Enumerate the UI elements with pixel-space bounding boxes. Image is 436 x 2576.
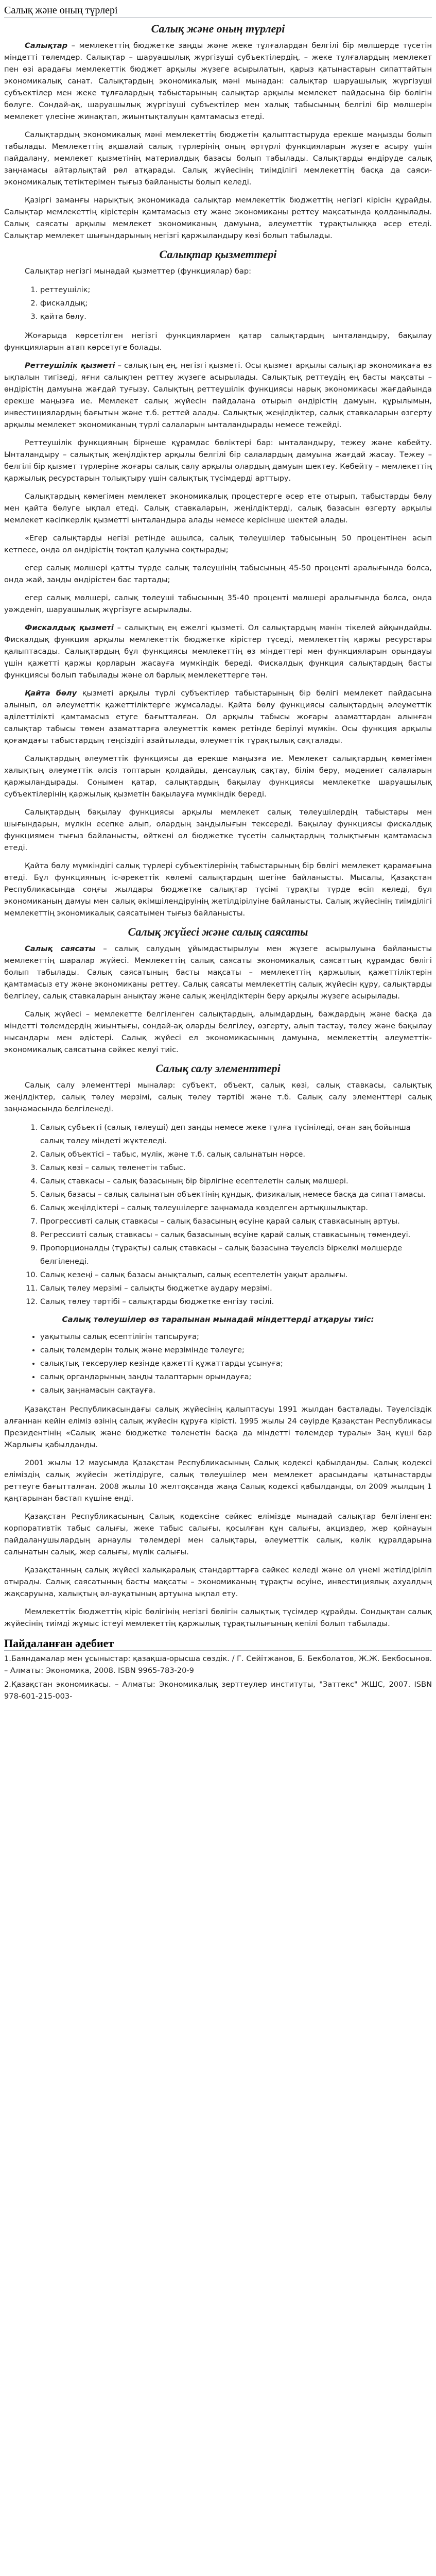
list-item: 5. Салық базасы – салық салынатын объектінің құндық, физикалық немесе басқа да сипаттамасы. xyxy=(40,1188,432,1201)
redistribution-lead: Қайта бөлу xyxy=(25,689,77,698)
list-item: 10. Салық кезеңі – салық базасы анықталып, салық есептелетін уақыт аралығы. xyxy=(40,1268,432,1282)
regulatory-paragraph-2: Реттеушілік функцияның бірнеше құрамдас бөліктері бар: ынталандыру, тежеу және көбейту. Ынталандыру – салықтық жеңілдіктер арқылы белгілі бір салалардың дамуына жағдай жасау. Тежеу – белгілі бір қызмет түрлеріне жоғары салық салу арқылы олардың дамуын шектеу. Көбейту – мемлекеттің қаржылық ресурстарын толықтыру үшін салықтық түсімдерді арттыру. xyxy=(4,438,432,483)
list-item: 2. Салық объектісі – табыс, мүлік, және т.б. салық салынатын нәрсе. xyxy=(40,1148,432,1161)
list-item: • салық органдарының заңды талаптарын орындауға; xyxy=(40,1370,432,1384)
regulatory-text: – салықтың ең, негізгі қызметі. Осы қызмет арқылы салықтар экономикаға өз ықпалын тигізеді, яғни салықпен реттеу жүзеге асырылады. Салықтық реттеудің ең басты мақсаты – өндірістің дамуына жағдай туғызу. Салықтың реттеушілік функциясы нарық экономикасы жағдайында ерекше маңызға ие. Мемлекет салық жүйесін пайдалана отырып өндірістің дамуын, құрылымын, инвестициялардың бағытын және т.б. реттей алады. Салықтық жеңілдіктер, салық ставкаларын өзгерту арқылы мемлекет экономиканың түрлі салаларын ынталандырады немесе тежейді. xyxy=(4,361,432,429)
list-item: 12. Салық төлеу тәртібі – салықтарды бюджетке енгізу тәсілі. xyxy=(40,1295,432,1309)
fiscal-paragraph xyxy=(4,622,432,681)
list-item: 6. Салық жеңілдіктері – салық төлеушілерге заңнамада көзделген артықшылықтар. xyxy=(40,1201,432,1215)
fiscal-text: – салықтың ең ежелгі қызметі. Ол салықтардың мәнін тікелей айқындайды. Фискалдық функция арқылы мемлекеттік бюджетке кірістер түседі, мемлекеттің қаржы ресурстары қалыптасады. Салықтардың бұл функциясы мемлекеттің өз міндеттері мен функцияларын орындауы үшін қажетті қаржы қорларын жасауға мүмкіндік береді. Фискалдық функция салықтардың басты функциясы болып табылады және ол барлық мемлекеттерге тән. xyxy=(4,623,432,680)
references-heading: Пайдаланған әдебиет xyxy=(4,1637,432,1651)
kazakhstan-paragraph-4: Қазақстанның салық жүйесі халықаралық стандарттарға сәйкес келеді және ол үнемі жетілдіріліп отырады. Салық саясатының басты мақсаты – экономиканың тұрақты өсуіне, инвестициялық ахуалдың жақсаруына, халықтың әл-ауқатының артуына ықпал ету. xyxy=(4,1566,432,1598)
policy-lead: Салық саясаты xyxy=(25,944,96,953)
elements-heading: Салық салу элементтері xyxy=(155,1062,281,1075)
reference-item: 2.Қазақстан экономикасы. – Алматы: Экономикалық зерттеулер институты, "Заттекс" ЖШС, 2007. ISBN 978-601-215-003- xyxy=(4,1680,432,1701)
list-item: 3. Салық көзі – салық төленетін табыс. xyxy=(40,1161,432,1175)
list-item: • салық заңнамасын сақтауға. xyxy=(40,1384,432,1397)
policy-paragraph-2: Салық жүйесі – мемлекетте белгіленген салықтардың, алымдардың, баждардың және басқа да міндетті төлемдердің жиынтығы, сондай-ақ оларды белгілеу, өзгерту, алып тастау, төлеу және бақылау нысандары мен әдістері. Салық жүйесі ел экономикасының дамуына, мемлекеттің әлеуметтік-экономикалық саясатына сәйкес келуі тиіс. xyxy=(4,1010,432,1054)
list-item: 1. Салық субъекті (салық төлеуші) деп заңды немесе жеке тұлға түсініледі, оған заң бойынша салық төлеу міндеті жүктеледі. xyxy=(40,1121,432,1148)
regulatory-lead: Реттеушілік қызметі xyxy=(25,361,115,370)
functions-paragraph-1: Жоғарыда көрсетілген негізгі функциялармен қатар салықтардың ынталандыру, бақылау функцияларын атап көрсетуге болады. xyxy=(4,331,432,352)
list-item: 3. қайта бөлу. xyxy=(40,310,432,324)
list-item: 11. Салық төлеу мерзімі – салықты бюджетке аудару мерзімі. xyxy=(40,1282,432,1295)
policy-text: – салық салудың ұйымдастырылуы мен жүзеге асырылуына байланысты мемлекеттің шаралар жүйесі. Мемлекеттің салық саясаты экономикалық саясаттың құрамдас бөлігі болып табылады. Салық саясатының басты мақсаты – мемлекеттің қаржылық қажеттіліктерін қамтамасыз ету және экономиканы реттеу. Салық саясаты мемлекеттің салық жүйесін құру, салықтарды белгілеу, салық ставкаларын анықтау және салық жеңілдіктерін беру арқылы жүзеге асырылады. xyxy=(4,944,432,1001)
list-item: • салықтық тексерулер кезінде қажетті құжаттарды ұсынуға; xyxy=(40,1357,432,1370)
kazakhstan-paragraph-3: Қазақстан Республикасының Салық кодексіне сәйкес елімізде мынадай салықтар белгіленген: корпоративтік табыс салығы, жеке табыс салығы, қосылған құн салығы, акциздер, жер қойнауын пайдаланушылардың арнаулы төлемдері мен салықтары, әлеуметтік салық, көлік құралдарына салынатын салық, жер салығы, мүлік салығы. xyxy=(4,1512,432,1556)
control-paragraph: Салықтардың бақылау функциясы арқылы мемлекет салық төлеушілердің табыстары мен шығындарын, мүлкін есепке алып, олардың заңдылығын тексереді. Бақылау функциясы фискалдық функциямен тығыз байланысты, өйткені ол бюджетке түсетін салықтардың толықтығын қамтамасыз етеді. xyxy=(4,808,432,852)
list-item: 4. Салық ставкасы – салық базасының бір бірлігіне есептелетін салық мөлшері. xyxy=(40,1175,432,1188)
elements-intro: Салық салу элементтері мыналар: субъект, объект, салық көзі, салық ставкасы, салықтық жеңілдіктер, салық төлеу мерзімі, салық төлеу тәртібі және т.б. Салық салу элементтері салық заңнамасында белгіленеді. xyxy=(4,1081,432,1113)
redistribution-text: қызметі арқылы түрлі субъектілер табыстарының бір бөлігі мемлекет пайдасына алынып, ол әлеуметтік қажеттіліктерге жұмсалады. Қайта бөлу функциясы салықтардың әлеуметтік әділеттілікті қамтамасыз етуге бағытталған. Ол арқылы табысы жоғары азаматтардан алынған салықтар табысы төмен азаматтарға әлеуметтік көмек ретінде берілуі мүмкін. Осы функция арқылы қоғамдағы табыстардың теңсіздігі азайтылады, әлеуметтік тұрақтылық сақталады. xyxy=(4,689,432,745)
kazakhstan-paragraph-1: Қазақстан Республикасындағы салық жүйесінің қалыптасуы 1991 жылдан басталады. Тәуелсіздік алғаннан кейін еліміз өзінің салық жүйесін құруға кірісті. 1995 жылы 24 сәуірде Қазақстан Республикасы Президентінің «Салық және бюджетке төленетін басқа да міндетті төлемдер туралы» Заң күші бар Жарлығы қабылданды. xyxy=(4,1405,432,1449)
intro-lead-term: Салықтар xyxy=(25,41,68,50)
intro-paragraph-2: Салықтардың экономикалық мәні мемлекеттің бюджетін қалыптастыруда ерекше маңызды болып табылады. Мемлекеттің ақшалай салық түрлерінің оның әртүрлі функцияларын жүзеге асыру үшін пайдалану, мемлекет қызметінің материалдық базасы болып табылады. Салықтарды өндіруде салық заңнамасы айтарлықтай рөл атқарады. Салық жүйесінің тиімділігі мемлекеттің басқа да саяси-экономикалық тетіктерімен тығыз байланысты болып келеді. xyxy=(4,130,432,187)
list-item: 2. фискалдық; xyxy=(40,297,432,310)
quote-1: «Егер салықтарды негізі ретінде ашылса, салық төлеушілер табысының 50 процентінен асып кетпесе, онда ол өндірістің тоқтап қалуына соқтырады; xyxy=(4,534,432,554)
regulatory-paragraph xyxy=(4,360,432,431)
elements-list xyxy=(4,1121,432,1309)
quote-2: егер салық мөлшері қатты түрде салық төлеушінің табысының 45-50 проценті аралығында болса, онда жай, заңды өндірістен бас тартады; xyxy=(4,564,432,584)
kazakhstan-paragraph-2: 2001 жылы 12 маусымда Қазақстан Республикасының Салық кодексі қабылданды. Салық кодексі еліміздің салық жүйесін жетілдіруге, салық төлеушілер мен мемлекет арасындағы қатынастарды реттеуге бағытталған. 2008 жылы 10 желтоқсанда жаңа Салық кодексі қабылданды, ол 2009 жылдың 1 қаңтарынан бастап күшіне енді. xyxy=(4,1459,432,1503)
quote-3: егер салық мөлшері, салық төлеуші табысының 35-40 проценті мөлшері аралығында болса, онда уәжденіп, шаруашылық жүргізуге асырылады. xyxy=(4,594,432,614)
redistribution-paragraph xyxy=(4,687,432,747)
regulatory-paragraph-3: Салықтардың көмегімен мемлекет экономикалық процестерге әсер ете отырып, табыстарды бөлу мен қайта бөлуге ықпал етеді. Салық ставкаларын, жеңілдіктерді, салық базасын өзгерту арқылы мемлекет кәсіпкерлік қызметті ынталандыра алады немесе керісінше шектей алады. xyxy=(4,492,432,524)
list-item: 1. реттеушілік; xyxy=(40,283,432,297)
functions-last-paragraph: Қайта бөлу мүмкіндігі салық түрлері субъектілерінің табыстарының бір бөлігі мемлекет қарамағына өтеді. Бұл функцияның іс-әрекеттік көлемі салықтардың шегіне байланысты. Мысалы, Қазақстан Республикасында соңғы жылдары бюджетке салықтар түсімі тұрақты түрде өсіп келеді, бұл экономиканың дамуы мен салық әкімшілендіруінің жетілдірілуіне байланысты. Салық жүйесінің тиімділігі мемлекеттің экономикалық саясатымен тығыз байланысты. xyxy=(4,861,432,918)
list-item: 9. Пропорционалды (тұрақты) салық ставкасы – салық базасына тәуелсіз біркелкі мөлшерде белгіленеді. xyxy=(40,1242,432,1268)
list-item: • салық төлемдерін толық және мерзімінде төлеуге; xyxy=(40,1344,432,1357)
list-item: 8. Регрессивті салық ставкасы – салық базасының өсуіне қарай салық ставкасының төмендеуі. xyxy=(40,1228,432,1242)
functions-intro: Салықтар негізгі мынадай қызметтер (функциялар) бар: xyxy=(25,267,252,276)
obligations-list xyxy=(4,1330,432,1397)
functions-heading: Салықтар қызметтері xyxy=(159,248,277,261)
intro-paragraph-3: Қазіргі заманғы нарықтық экономикада салықтар мемлекеттік бюджеттің негізгі кірісін құрайды. Салықтар мемлекеттің кірістерін қамтамасыз ету және экономиканы реттеу мақсатында қолданылады. Салық саясаты арқылы мемлекет экономиканың дамуына, әлеуметтік тұрақтылыққа әсер етеді. Салықтар мемлекет шығындарының негізгі қаржыландыру көзі болып табылады. xyxy=(4,196,432,240)
reference-item: 1.Баяндамалар мен ұсыныстар: қазақша-орысша сөздік. / Г. Сейітжанов, Б. Бекболатов, Ж.Ж. Бекбосынов. – Алматы: Экономика, 2008. ISBN 9965-783-20-9 xyxy=(4,1654,432,1675)
obligations-heading: Салық төлеушілер өз тарапынан мынадай міндеттерді атқаруы тиіс: xyxy=(62,1315,374,1324)
functions-list xyxy=(4,283,432,324)
page-title: Салық және оның түрлері xyxy=(4,0,432,18)
list-item: 7. Прогрессивті салық ставкасы – салық базасының өсуіне қарай салық ставкасының артуы. xyxy=(40,1215,432,1228)
list-item: • уақытылы салық есептілігін тапсыруға; xyxy=(40,1330,432,1344)
policy-heading: Салық жүйесі және салық саясаты xyxy=(128,925,308,938)
intro-paragraph-1 xyxy=(4,40,432,123)
policy-paragraph-1 xyxy=(4,943,432,1002)
intro-paragraph-1-text: – мемлекеттің бюджетке заңды және жеке тұлғалардан белгілі бір мөлшерде түсетін міндетті төлемдер. Салықтар – шаруашылық жүргізуші субъектілердің, – жеке тұлғалардың мемлекет пен өзі арадағы мемлекеттік бюджет арқылы жүзеге асырылатын, қарыз қатынастарын сипаттайтын экономикалық санат. Салықтардың экономикалық мәні мынадан: салықтар шаруашылық жүргізуші субъектілер мен жеке тұлғалардың табыстарының салықтар арқылы мемлекет пайдасына бір бөлігін бөлуге. Сондай-ақ, шаруашылық жүргізуші субъектілер мен халық табысының белгілі бір мөлшерін мемлекет үлесіне жинақтап, жиынтықталуын қамтамасыз етеді. xyxy=(4,41,432,121)
intro-heading: Салық және оның түрлері xyxy=(151,22,285,35)
kazakhstan-paragraph-5: Мемлекеттік бюджеттің кіріс бөлігінің негізгі бөлігін салықтық түсімдер құрайды. Сондықтан салық жүйесінің тиімді жұмыс істеуі мемлекеттің қаржылық тұрақтылығының кепілі болып табылады. xyxy=(4,1607,432,1628)
redistribution-paragraph-2: Салықтардың әлеуметтік функциясы да ерекше маңызға ие. Мемлекет салықтардың көмегімен халықтың әлеуметтік әлсіз топтарын қолдайды, денсаулық сақтау, білім беру, мәдениет салаларын қаржыландырады. Сонымен қатар, салықтардың бақылау функциясы мемлекетке шаруашылық субъектілерінің қаржылық қызметін бақылауға мүмкіндік береді. xyxy=(4,754,432,799)
fiscal-lead: Фискалдық қызметі xyxy=(25,623,114,632)
